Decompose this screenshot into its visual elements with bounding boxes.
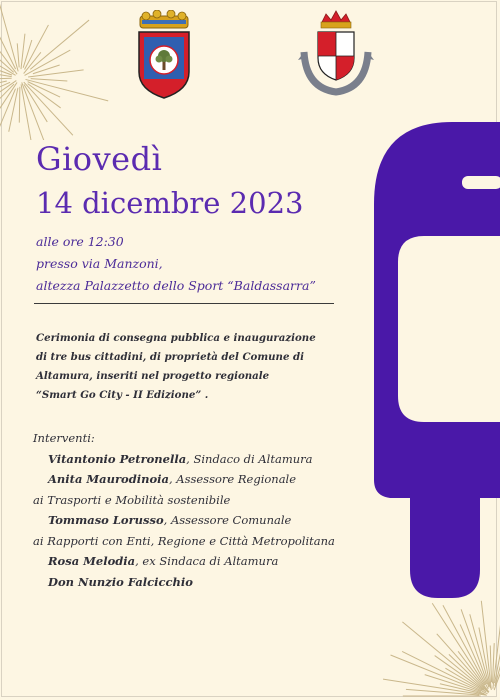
sunburst-ray <box>0 82 17 114</box>
speaker-role: , Sindaco di Altamura <box>186 451 313 466</box>
bus-icon <box>352 122 500 604</box>
speaker-name: Don Nunzio Falcicchio <box>48 574 193 589</box>
description-line: di tre bus cittadini, di proprietà del Comune di <box>36 351 304 363</box>
speaker-role: , Assessore Regionale <box>168 472 297 486</box>
speaker-role-continued: ai Rapporti con Enti, Regione e Città Metropolitana <box>33 533 335 548</box>
description-line: “Smart Go City - II Edizione” . <box>36 389 209 401</box>
sunburst-top-left <box>0 0 120 140</box>
description-line: Altamura, inseriti nel progetto regionale <box>36 370 270 382</box>
sunburst-ray <box>25 50 71 75</box>
speaker-name: Rosa Melodia <box>48 554 136 568</box>
speakers-heading: Interventi: <box>33 431 95 445</box>
event-details <box>36 231 316 297</box>
sunburst-ray <box>28 70 83 77</box>
crown-icon <box>321 11 351 28</box>
speaker-item <box>33 469 335 490</box>
sunburst-ray <box>490 646 491 683</box>
sunburst-ray <box>30 20 89 69</box>
altamura-coat-of-arms <box>296 8 376 98</box>
speakers-section <box>33 428 335 592</box>
sunburst-ray <box>31 79 68 81</box>
speaker-role: , ex Sindaca di Altamura <box>135 554 279 568</box>
speaker-item <box>33 510 335 531</box>
speaker-item <box>33 572 335 593</box>
sunburst-ray <box>461 609 489 687</box>
speaker-role: , Assessore Comunale <box>163 513 292 527</box>
speaker-item <box>33 449 335 470</box>
sunburst-ray <box>25 25 49 70</box>
sunburst-ray <box>0 2 18 71</box>
sunburst-ray <box>391 655 481 692</box>
event-description <box>36 329 366 405</box>
speaker-name: Anita Maurodinoia <box>48 472 169 486</box>
speaker-name: Vitantonio Petronella <box>48 451 187 466</box>
sunburst-ray <box>17 43 19 67</box>
description-line: Cerimonia di consegna pubblica e inaugurazione <box>36 332 316 344</box>
sunburst-ray <box>19 87 20 123</box>
speaker-item <box>33 551 335 572</box>
event-time: alle ore 12:30 <box>36 234 124 249</box>
divider <box>34 303 334 304</box>
event-day: Giovedì <box>36 140 163 178</box>
puglia-coat-of-arms <box>133 10 195 100</box>
event-landmark: altezza Palazzetto dello Sport “Baldassarra” <box>36 278 316 293</box>
speaker-name: Tommaso Lorusso <box>48 513 164 527</box>
event-place: presso via Manzoni, <box>36 256 163 271</box>
sunburst-ray <box>33 65 60 74</box>
sunburst-ray <box>402 622 484 690</box>
crown-icon <box>140 10 188 28</box>
event-date: 14 dicembre 2023 <box>36 186 304 220</box>
sunburst-bottom-right <box>380 590 500 700</box>
sunburst-ray <box>443 605 488 689</box>
speaker-role-continued: ai Trasporti e Mobilità sostenibile <box>33 492 231 507</box>
sunburst-ray <box>0 78 12 80</box>
